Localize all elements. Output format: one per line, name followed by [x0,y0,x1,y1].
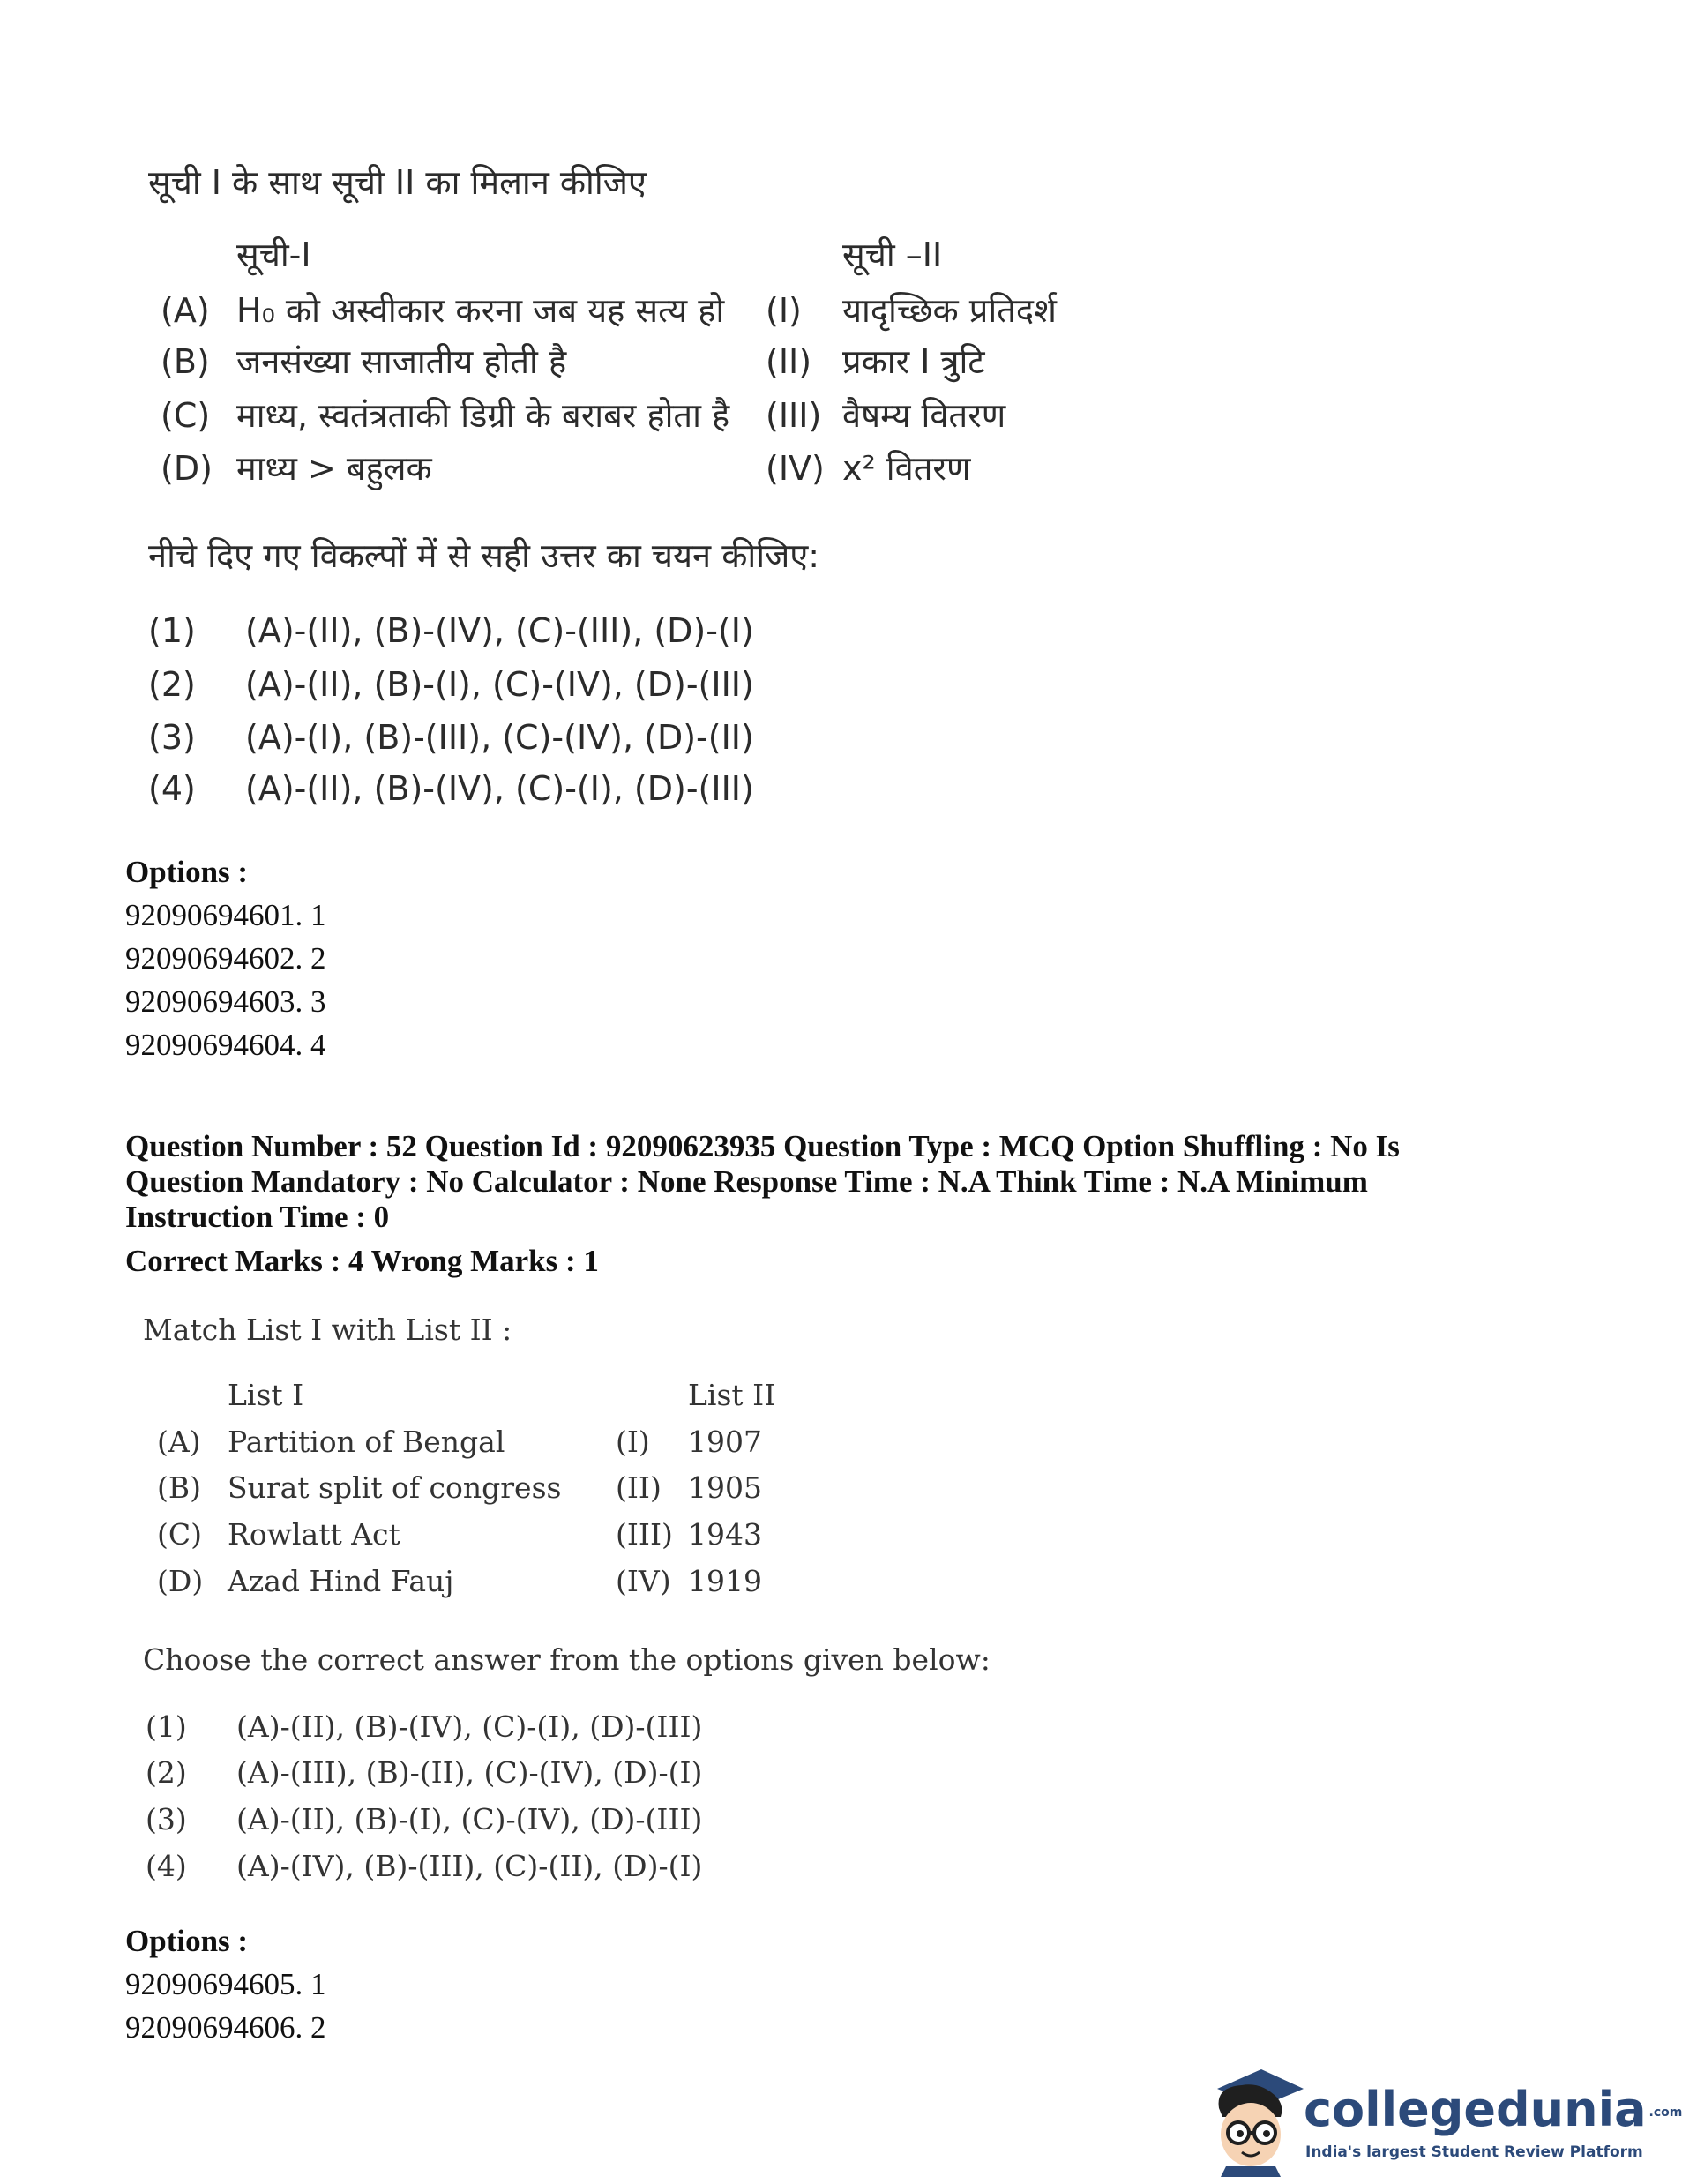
option-item: 92090694604. 4 [125,1028,326,1062]
q2-choice-number: (2) [146,1755,187,1790]
collegedunia-logo [1200,2062,1682,2177]
q1-instruction: सूची I के साथ सूची II का मिलान कीजिए [148,163,647,202]
q1-choice-number: (3) [148,718,196,757]
q2-list1-label: (A) [157,1425,201,1459]
logo-dotcom: .com [1648,2105,1682,2120]
question-2-meta [125,1129,1554,1279]
q1-list2-header: सूची –II [842,236,943,274]
q1-list2-label: (II) [766,342,812,381]
q2-list2-item: 1907 [688,1425,762,1459]
q1-choice-number: (2) [148,665,196,704]
q2-list1-header: List I [228,1378,304,1412]
q1-choice-text: (A)-(II), (B)-(IV), (C)-(III), (D)-(I) [245,611,754,650]
q2-list1-label: (B) [157,1470,201,1505]
q2-options [125,1919,326,2049]
q1-choice-text: (A)-(I), (B)-(III), (C)-(IV), (D)-(II) [245,718,754,757]
option-item: 92090694601. 1 [125,898,326,932]
q1-list1-label: (D) [161,449,213,488]
q1-list1-label: (A) [161,291,210,330]
q2-list2-label: (IV) [616,1564,671,1598]
q2-choice-number: (1) [146,1709,187,1744]
q1-list1-item: माध्य, स्वतंत्रताकी डिग्री के बराबर होता है [236,396,730,435]
q2-list1-item: Rowlatt Act [228,1517,400,1552]
q1-choose-text: नीचे दिए गए विकल्पों में से सही उत्तर का चयन कीजिए: [148,536,820,575]
q1-list1-item: H₀ को अस्वीकार करना जब यह सत्य हो [236,291,725,330]
q1-list2-item: यादृच्छिक प्रतिदर्श [842,291,1057,330]
q1-list2-label: (III) [766,396,822,435]
q2-choice-number: (4) [146,1849,187,1883]
q1-list2-item: x² वितरण [842,449,971,488]
option-item: 92090694602. 2 [125,941,326,976]
q1-choice-number: (1) [148,611,196,650]
q2-choose-text: Choose the correct answer from the options given below: [143,1642,991,1677]
logo-tagline: India's largest Student Review Platform [1305,2143,1643,2161]
q2-list2-item: 1943 [688,1517,762,1552]
q1-list1-label: (C) [161,396,211,435]
q2-list2-label: (II) [616,1470,662,1505]
options-title: Options : [125,855,249,889]
options-title: Options : [125,1924,249,1958]
q2-instruction: Match List I with List II : [143,1313,512,1347]
q1-choice-text: (A)-(II), (B)-(IV), (C)-(I), (D)-(III) [245,769,754,808]
q1-list2-label: (I) [766,291,802,330]
q1-list2-label: (IV) [766,449,825,488]
q2-choice-text: (A)-(II), (B)-(IV), (C)-(I), (D)-(III) [236,1709,703,1744]
q2-list1-label: (C) [157,1517,202,1552]
q1-list1-header: सूची-I [236,236,311,274]
q2-choice-text: (A)-(II), (B)-(I), (C)-(IV), (D)-(III) [236,1802,703,1836]
meta-line: Instruction Time : 0 [125,1200,390,1234]
q1-list2-item: वैषम्य वितरण [842,396,1006,435]
q2-choice-text: (A)-(IV), (B)-(III), (C)-(II), (D)-(I) [236,1849,703,1883]
q1-list1-item: जनसंख्या साजातीय होती है [236,342,567,381]
q2-list1-item: Partition of Bengal [228,1425,505,1459]
q2-choice-text: (A)-(III), (B)-(II), (C)-(IV), (D)-(I) [236,1755,703,1790]
q2-list2-label: (III) [616,1517,673,1552]
q2-choice-number: (3) [146,1802,187,1836]
logo-wordmark: collegedunia [1304,2082,1647,2137]
option-item: 92090694603. 3 [125,984,326,1019]
q2-list2-item: 1919 [688,1564,762,1598]
q1-choice-number: (4) [148,769,196,808]
q1-options [125,850,326,1066]
mascot-icon [1200,2062,1305,2177]
q1-list2-item: प्रकार I त्रुटि [842,342,985,381]
option-item: 92090694605. 1 [125,1967,326,2001]
marks-line: Correct Marks : 4 Wrong Marks : 1 [125,1244,599,1278]
q2-list1-label: (D) [157,1564,204,1598]
q1-list1-item: माध्य > बहुलक [236,449,432,488]
q2-list1-item: Azad Hind Fauj [228,1564,454,1598]
q2-list2-header: List II [688,1378,776,1412]
meta-line: Question Mandatory : No Calculator : None Response Time : N.A Think Time : N.A Minimum [125,1164,1368,1199]
q1-list1-label: (B) [161,342,210,381]
q1-choice-text: (A)-(II), (B)-(I), (C)-(IV), (D)-(III) [245,665,754,704]
q2-list2-label: (I) [616,1425,650,1459]
q2-list2-item: 1905 [688,1470,762,1505]
q2-list1-item: Surat split of congress [228,1470,562,1505]
meta-line: Question Number : 52 Question Id : 92090623935 Question Type : MCQ Option Shuffling : No Is [125,1129,1400,1163]
option-item: 92090694606. 2 [125,2010,326,2045]
